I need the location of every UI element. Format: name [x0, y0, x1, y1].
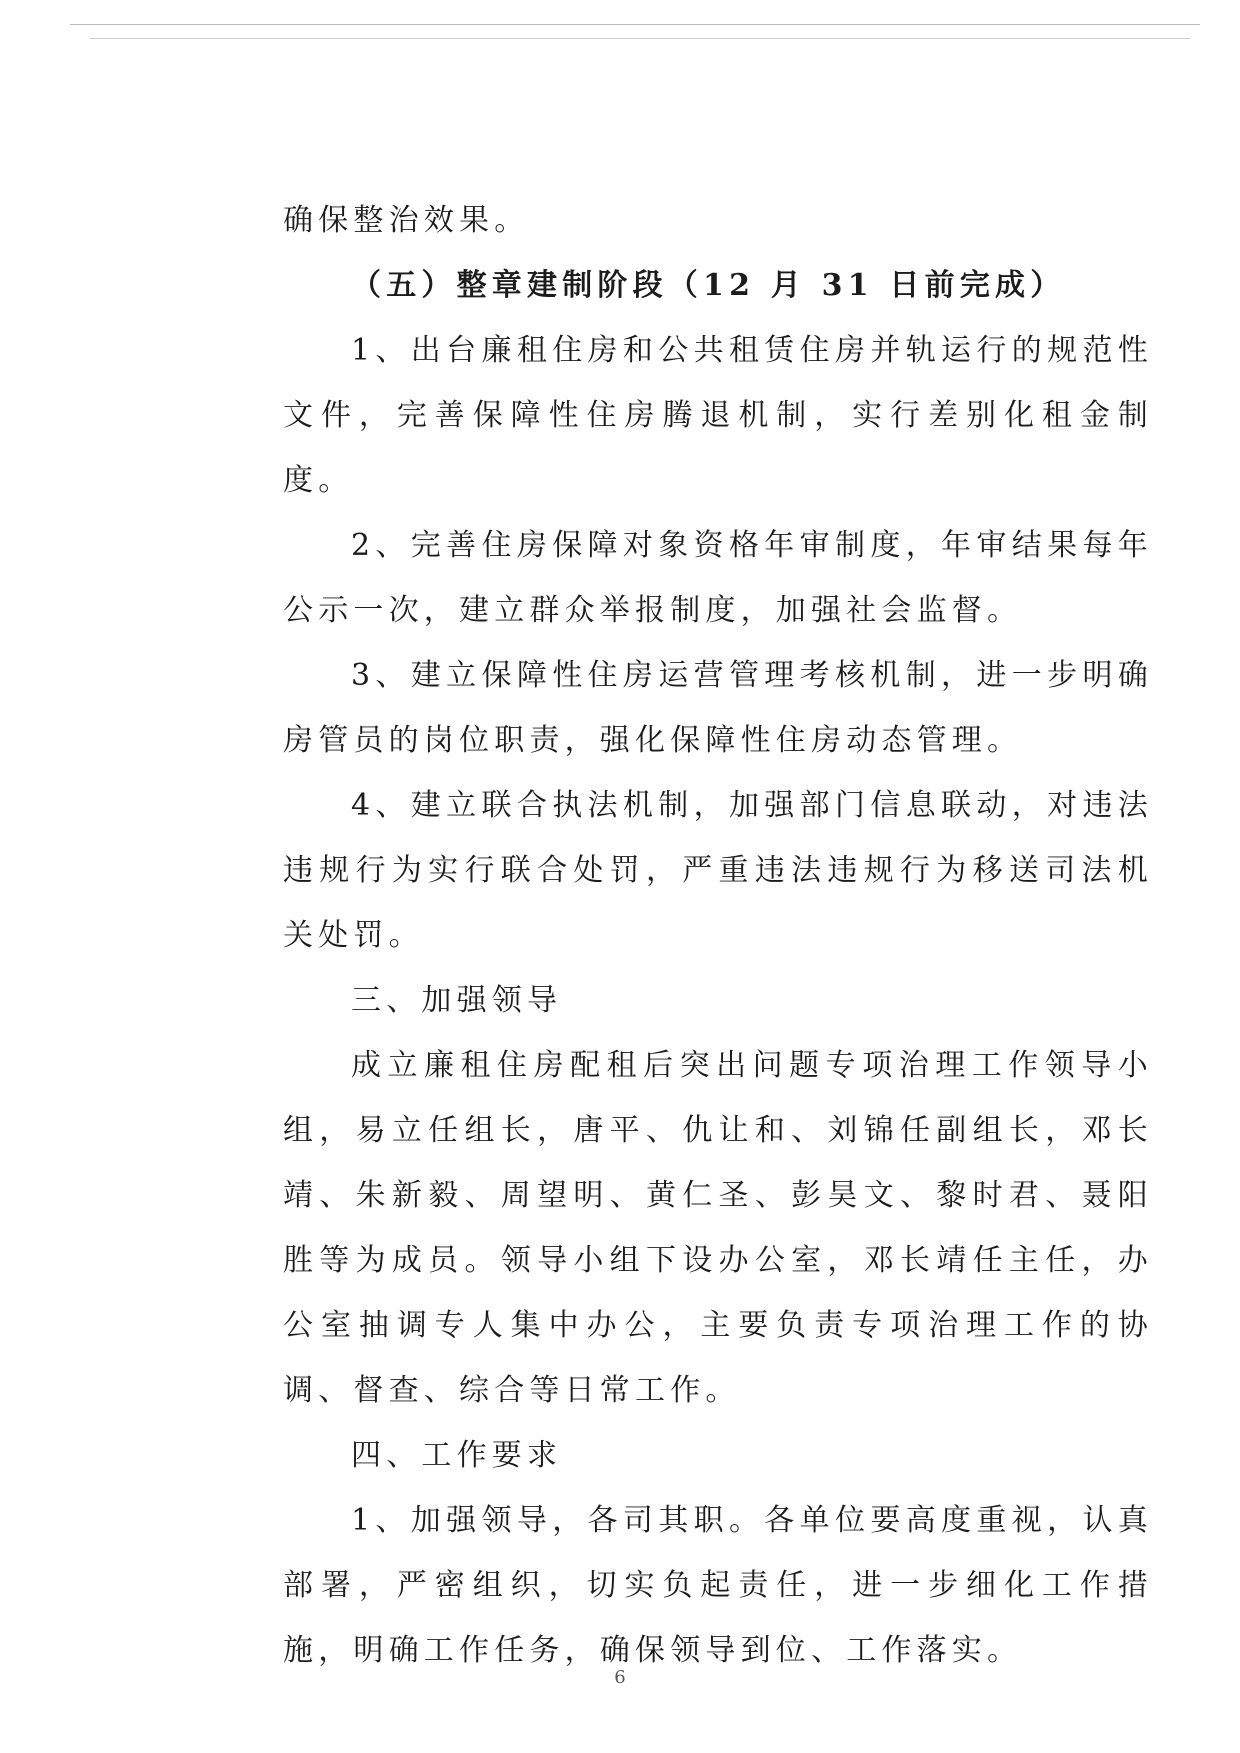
- page-number: 6: [614, 1667, 626, 1688]
- section-heading-phase-five: （五）整章建制阶段（12 月 31 日前完成）: [351, 268, 1066, 303]
- paragraph: 1、加强领导，各司其职。各单位要高度重视，认真部署，严密组织，切实负起责任，进一步细化工作措施，明确工作任务，确保领导到位、工作落实。: [283, 1503, 1153, 1668]
- paragraph: 3、建立保障性住房运营管理考核机制，进一步明确房管员的岗位职责，强化保障性住房动态管理。: [283, 658, 1153, 758]
- paragraph: 确保整治效果。: [283, 203, 530, 238]
- section-heading-leadership: 三、加强领导: [351, 983, 563, 1018]
- paragraph: 成立廉租住房配租后突出问题专项治理工作领导小组，易立任组长，唐平、仇让和、刘锦任副组长，邓长靖、朱新毅、周望明、黄仁圣、彭昊文、黎时君、聂阳胜等为成员。领导小组下设办公室，邓长靖任主任，办公室抽调专人集中办公，主要负责专项治理工作的协调、督查、综合等日常工作。: [283, 1048, 1153, 1408]
- scan-edge-line: [90, 38, 1190, 39]
- paragraph: 1、出台廉租住房和公共租赁住房并轨运行的规范性文件，完善保障性住房腾退机制，实行差别化租金制度。: [283, 333, 1153, 498]
- section-heading-requirements: 四、工作要求: [351, 1438, 563, 1473]
- paragraph: 4、建立联合执法机制，加强部门信息联动，对违法违规行为实行联合处罚，严重违法违规行为移送司法机关处罚。: [283, 788, 1153, 953]
- document-body: [283, 188, 1153, 1683]
- paragraph: 2、完善住房保障对象资格年审制度，年审结果每年公示一次，建立群众举报制度，加强社会监督。: [283, 528, 1153, 628]
- scan-edge-line: [70, 24, 1200, 25]
